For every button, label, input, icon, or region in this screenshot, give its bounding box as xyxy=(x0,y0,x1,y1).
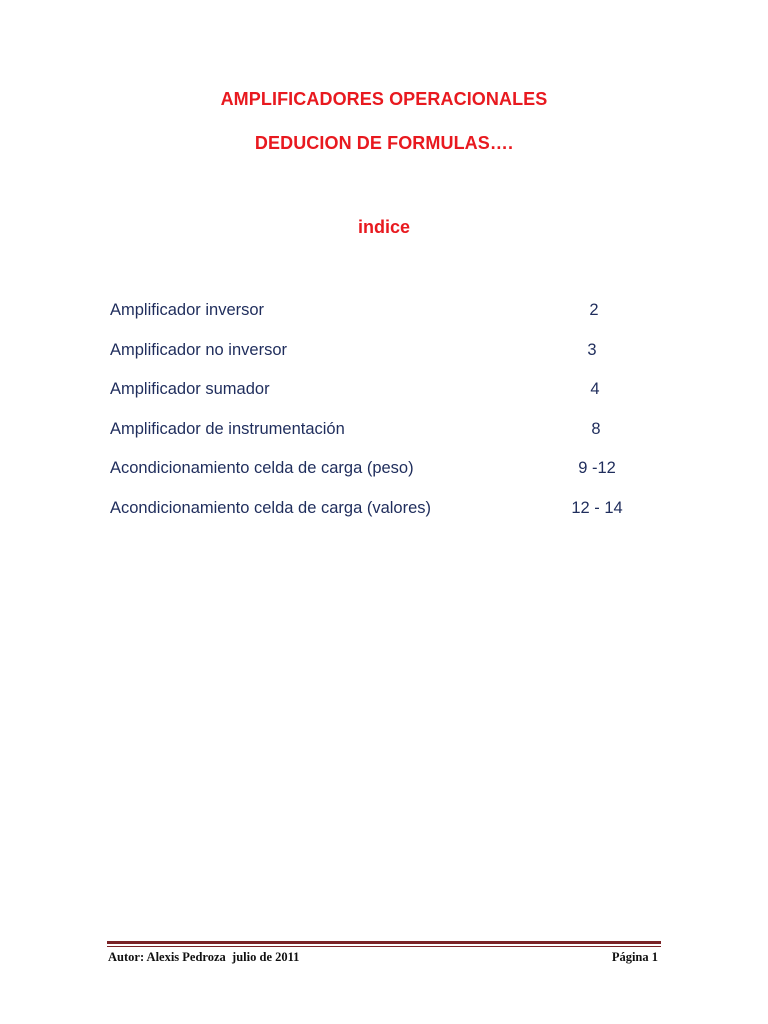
toc-entry-page: 12 - 14 xyxy=(571,498,623,517)
toc-entry-sumador xyxy=(110,380,670,420)
toc-entry-label: Amplificador inversor xyxy=(110,301,265,319)
index-heading: indice xyxy=(357,217,410,237)
toc-entry-celda-peso xyxy=(110,459,670,499)
toc-entry-label: Amplificador sumador xyxy=(110,380,270,398)
toc-entry-no-inversor xyxy=(110,341,670,381)
table-of-contents xyxy=(110,301,670,538)
footer-divider xyxy=(107,941,661,947)
toc-entry-inversor xyxy=(110,301,670,341)
toc-entry-page: 9 -12 xyxy=(578,459,616,477)
footer-page-number: Página 1 xyxy=(611,950,658,964)
toc-entry-label: Amplificador de instrumentación xyxy=(110,419,345,438)
toc-entry-celda-valores xyxy=(110,499,670,539)
document-subtitle: DEDUCION DE FORMULAS…. xyxy=(254,133,514,153)
toc-entry-page: 8 xyxy=(591,419,601,438)
toc-entry-instrumentacion xyxy=(110,420,670,460)
toc-entry-label: Acondicionamiento celda de carga (peso) xyxy=(110,459,414,477)
toc-entry-page: 4 xyxy=(590,380,600,398)
footer-author: Autor: Alexis Pedroza julio de 2011 xyxy=(108,950,300,964)
toc-entry-page: 2 xyxy=(589,301,599,319)
document-title: AMPLIFICADORES OPERACIONALES xyxy=(220,89,548,109)
footer-divider-thin xyxy=(107,946,661,947)
toc-entry-label: Acondicionamiento celda de carga (valores) xyxy=(110,498,432,517)
footer-divider-thick xyxy=(107,941,661,944)
toc-entry-label: Amplificador no inversor xyxy=(110,340,287,359)
toc-entry-page: 3 xyxy=(587,340,597,359)
